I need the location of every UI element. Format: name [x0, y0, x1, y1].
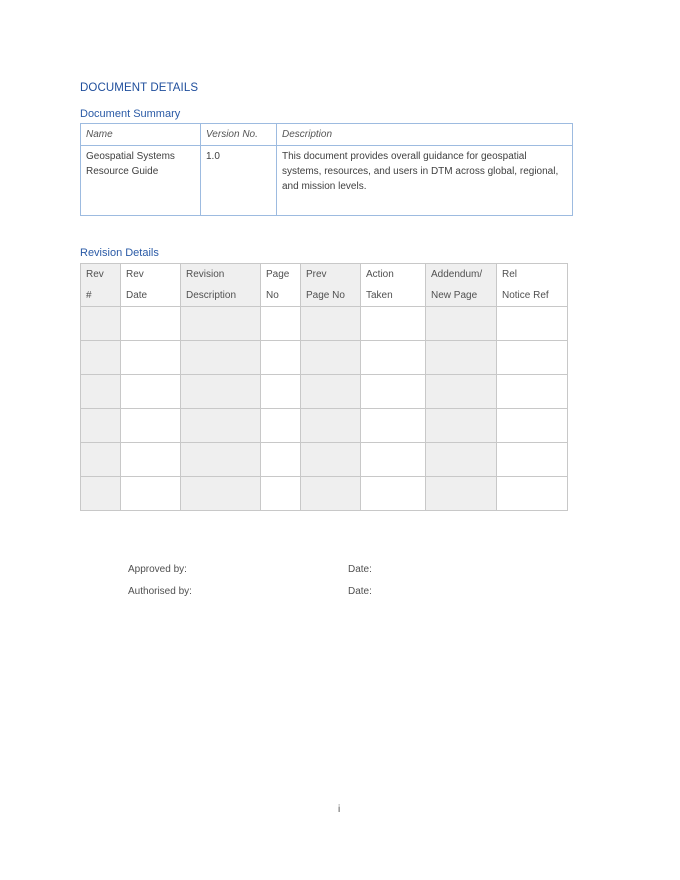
table-cell[interactable]	[261, 443, 301, 477]
authorised-date-label: Date:	[348, 586, 372, 597]
revision-details-table	[80, 263, 568, 511]
revision-header-notice-ref	[497, 264, 568, 307]
table-cell[interactable]	[181, 375, 261, 409]
table-cell[interactable]	[81, 341, 121, 375]
revision-header-rev-number	[81, 264, 121, 307]
table-cell[interactable]	[81, 409, 121, 443]
table-cell[interactable]	[181, 443, 261, 477]
table-cell[interactable]	[497, 375, 568, 409]
header-line2: #	[86, 290, 92, 301]
table-cell[interactable]	[121, 375, 181, 409]
approved-by-label: Approved by:	[128, 564, 187, 575]
page-number: i	[338, 804, 341, 815]
table-row	[81, 307, 568, 341]
header-line2: Taken	[366, 290, 393, 301]
table-cell[interactable]	[361, 443, 426, 477]
table-cell[interactable]	[301, 307, 361, 341]
table-cell[interactable]	[497, 307, 568, 341]
summary-cell-name: Geospatial Systems Resource Guide	[81, 146, 201, 216]
header-line1: Prev	[306, 269, 327, 280]
revision-header-row	[81, 264, 568, 307]
table-cell[interactable]	[426, 307, 497, 341]
summary-header-version: Version No.	[201, 124, 277, 146]
document-summary-table	[80, 123, 573, 216]
summary-header-row	[81, 124, 573, 146]
table-cell[interactable]	[301, 341, 361, 375]
table-cell[interactable]	[497, 341, 568, 375]
table-cell[interactable]	[261, 375, 301, 409]
revision-header-prev-page-no	[301, 264, 361, 307]
table-row	[81, 409, 568, 443]
table-cell[interactable]	[261, 341, 301, 375]
table-cell[interactable]	[361, 341, 426, 375]
revision-details-title: Revision Details	[80, 247, 159, 259]
table-cell[interactable]	[497, 409, 568, 443]
table-cell[interactable]	[497, 477, 568, 511]
header-line2: Notice Ref	[502, 290, 549, 301]
header-line1: Rev	[86, 269, 104, 280]
header-line2: No	[266, 290, 279, 301]
summary-header-name: Name	[81, 124, 201, 146]
table-cell[interactable]	[426, 375, 497, 409]
table-cell[interactable]	[426, 477, 497, 511]
revision-header-action-taken	[361, 264, 426, 307]
table-cell[interactable]	[261, 307, 301, 341]
table-row	[81, 477, 568, 511]
summary-cell-description: This document provides overall guidance for geospatial systems, resources, and users in DTM across global, regional, and mission levels.	[277, 146, 573, 216]
table-cell[interactable]	[121, 409, 181, 443]
header-line2: Description	[186, 290, 237, 301]
table-cell[interactable]	[121, 307, 181, 341]
summary-cell-version: 1.0	[201, 146, 277, 216]
header-line1: Addendum/	[431, 269, 483, 280]
header-line1: Revision	[186, 269, 225, 280]
page-heading: DOCUMENT DETAILS	[80, 82, 199, 94]
table-cell[interactable]	[261, 409, 301, 443]
table-cell[interactable]	[497, 443, 568, 477]
table-cell[interactable]	[361, 477, 426, 511]
summary-header-description: Description	[277, 124, 573, 146]
table-cell[interactable]	[121, 477, 181, 511]
table-cell[interactable]	[361, 375, 426, 409]
table-cell[interactable]	[361, 409, 426, 443]
table-cell[interactable]	[301, 443, 361, 477]
table-cell[interactable]	[121, 341, 181, 375]
table-row	[81, 341, 568, 375]
table-cell[interactable]	[301, 375, 361, 409]
header-line1: Rev	[126, 269, 144, 280]
table-cell[interactable]	[261, 477, 301, 511]
header-line1: Page	[266, 269, 290, 280]
table-row	[81, 375, 568, 409]
table-cell[interactable]	[181, 409, 261, 443]
header-line1: Action	[366, 269, 394, 280]
table-cell[interactable]	[181, 307, 261, 341]
approved-date-label: Date:	[348, 564, 372, 575]
table-cell[interactable]	[301, 477, 361, 511]
document-summary-title: Document Summary	[80, 108, 181, 120]
table-cell[interactable]	[426, 341, 497, 375]
header-line2: Page No	[306, 290, 345, 301]
table-cell[interactable]	[81, 477, 121, 511]
summary-row	[81, 146, 573, 216]
table-cell[interactable]	[181, 477, 261, 511]
table-cell[interactable]	[121, 443, 181, 477]
revision-header-description	[181, 264, 261, 307]
revision-header-rev-date	[121, 264, 181, 307]
header-line1: Rel	[502, 269, 518, 280]
table-cell[interactable]	[301, 409, 361, 443]
header-line2: New Page	[431, 290, 478, 301]
header-line2: Date	[126, 290, 148, 301]
table-cell[interactable]	[81, 443, 121, 477]
table-cell[interactable]	[81, 375, 121, 409]
table-row	[81, 443, 568, 477]
table-cell[interactable]	[181, 341, 261, 375]
revision-header-addendum	[426, 264, 497, 307]
table-cell[interactable]	[426, 443, 497, 477]
revision-header-page-no	[261, 264, 301, 307]
table-cell[interactable]	[81, 307, 121, 341]
table-cell[interactable]	[361, 307, 426, 341]
authorised-by-label: Authorised by:	[128, 586, 192, 597]
table-cell[interactable]	[426, 409, 497, 443]
